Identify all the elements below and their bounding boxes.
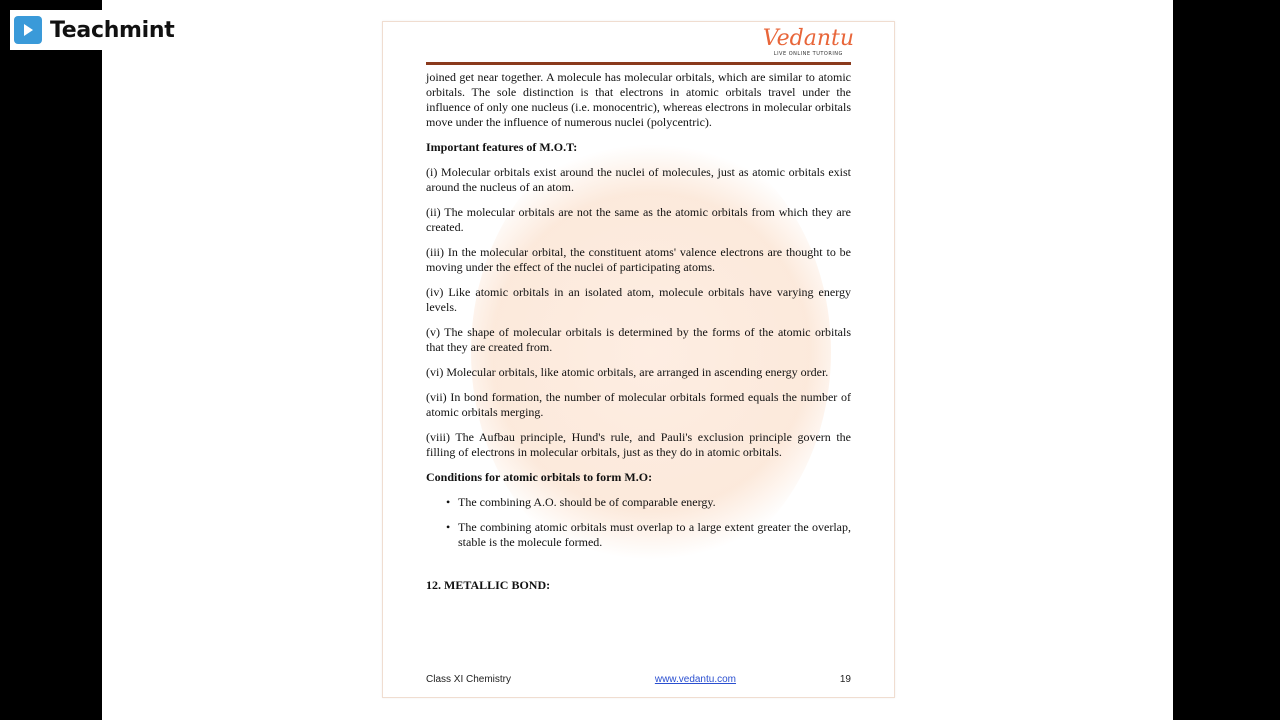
feature-item: (vi) Molecular orbitals, like atomic orbitals, are arranged in ascending energy order. bbox=[426, 365, 829, 379]
intro-paragraph: joined get near together. A molecule has molecular orbitals, which are similar to atomic orbitals. The sole distinction is that electrons in atomic orbitals travel under the influence of only one nucleus (i.e. monocentric), whereas electrons in molecular orbitals move under the influence of numerous nuclei (polycentric). bbox=[426, 70, 851, 129]
conditions-list bbox=[426, 495, 851, 550]
header-rule bbox=[426, 62, 851, 65]
conditions-heading: Conditions for atomic orbitals to form M.O: bbox=[426, 470, 653, 484]
teachmint-logo-text: Teachmint bbox=[50, 17, 175, 43]
features-heading: Important features of M.O.T: bbox=[426, 140, 578, 154]
section-heading: 12. METALLIC BOND: bbox=[426, 578, 551, 592]
footer-link[interactable]: www.vedantu.com bbox=[654, 674, 737, 685]
feature-item: (iv) Like atomic orbitals in an isolated atom, molecule orbitals have varying energy levels. bbox=[426, 285, 851, 314]
brand-name: Vedantu bbox=[762, 26, 854, 51]
footer-subject: Class XI Chemistry bbox=[426, 674, 512, 685]
page-number: 19 bbox=[839, 674, 851, 685]
brand-tagline: LIVE ONLINE TUTORING bbox=[773, 51, 843, 57]
feature-item: (viii) The Aufbau principle, Hund's rule, and Pauli's exclusion principle govern the filling of electrons in molecular orbitals, just as they do in atomic orbitals. bbox=[426, 430, 851, 459]
feature-item: (iii) In the molecular orbital, the constituent atoms' valence electrons are thought to be moving under the effect of the nuclei of participating atoms. bbox=[426, 245, 851, 274]
condition-item: • The combining A.O. should be of comparable energy. bbox=[446, 495, 851, 510]
feature-item: (i) Molecular orbitals exist around the nuclei of molecules, just as atomic orbitals exist around the nucleus of an atom. bbox=[426, 165, 851, 194]
document-body bbox=[426, 70, 851, 593]
feature-item: (ii) The molecular orbitals are not the same as the atomic orbitals from which they are created. bbox=[426, 205, 851, 234]
page-footer bbox=[426, 674, 851, 685]
feature-item: (vii) In bond formation, the number of molecular orbitals formed equals the number of atomic orbitals merging. bbox=[426, 390, 851, 419]
teachmint-logo-icon bbox=[14, 16, 42, 44]
condition-item: • The combining atomic orbitals must overlap to a large extent greater the overlap, stable is the molecule formed. bbox=[446, 520, 851, 550]
document-page bbox=[382, 21, 895, 698]
vedantu-logo bbox=[763, 27, 854, 57]
teachmint-logo bbox=[10, 10, 190, 50]
feature-item: (v) The shape of molecular orbitals is determined by the forms of the atomic orbitals that they are created from. bbox=[426, 325, 851, 354]
